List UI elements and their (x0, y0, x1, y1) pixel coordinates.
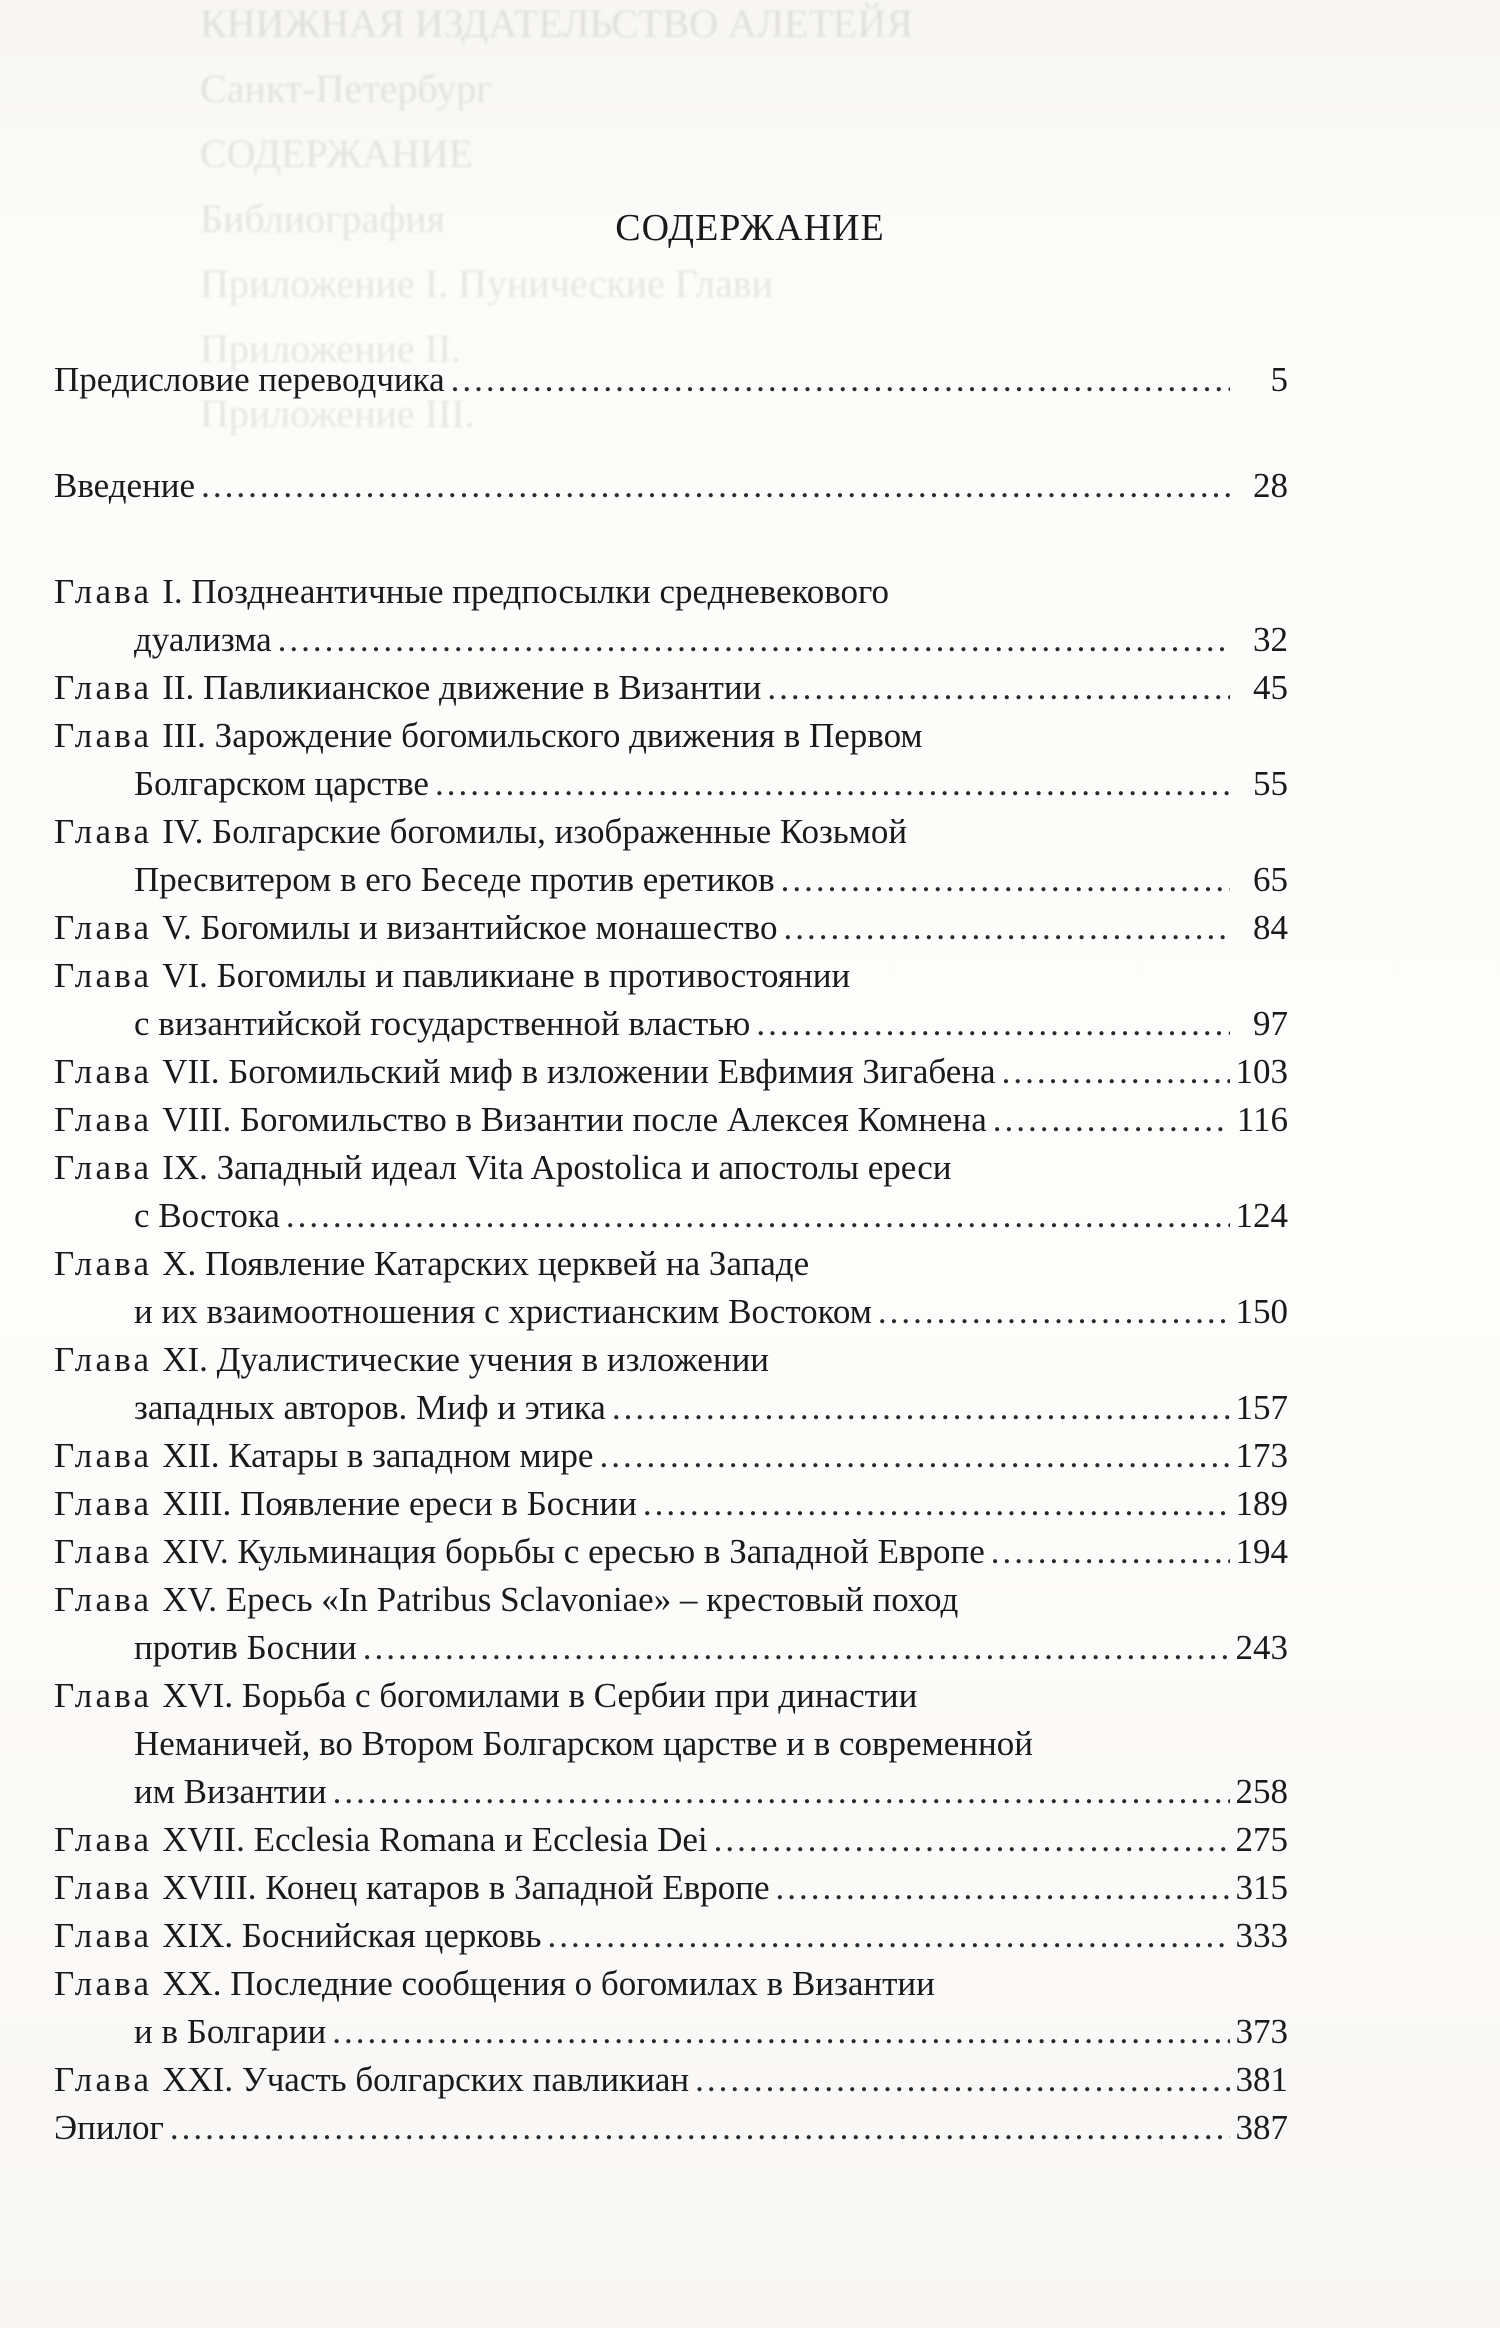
toc-entry (54, 664, 1288, 712)
chapter-label: Глава (54, 1436, 153, 1475)
dot-leader (1002, 1048, 1230, 1096)
toc-entry (54, 1336, 1288, 1432)
entry-title: XVIII. Конец катаров в Западной Европе (162, 1868, 770, 1907)
entry-title: Предисловие переводчика (54, 360, 445, 399)
entry-title: западных авторов. Миф и этика (134, 1388, 606, 1427)
entry-title: II. Павликианское движение в Византии (162, 668, 762, 707)
toc-entry (54, 1816, 1288, 1864)
toc-entry (54, 1864, 1288, 1912)
entry-title: XI. Дуалистические учения в изложении (162, 1340, 770, 1379)
page-number: 5 (1270, 360, 1288, 399)
toc-entry (54, 462, 1288, 510)
dot-leader (776, 1864, 1230, 1912)
toc-line (54, 1048, 1288, 1096)
chapter-label: Глава (54, 1244, 153, 1283)
chapter-label: Глава (54, 1340, 153, 1379)
toc-entry (54, 1528, 1288, 1576)
dot-leader (767, 664, 1230, 712)
entry-title: против Боснии (134, 1628, 357, 1667)
entry-title: IX. Западный идеал Vita Apostolica и апостолы ереси (162, 1148, 952, 1187)
dot-leader (333, 1768, 1230, 1816)
chapter-label: Глава (54, 1820, 153, 1859)
dot-leader (783, 904, 1230, 952)
chapter-label: Глава (54, 1916, 153, 1955)
toc-line (54, 760, 1288, 808)
page-number: 116 (1236, 1100, 1288, 1139)
show-through-line: Приложение I. Пунические Глави (200, 261, 774, 306)
dot-leader (332, 2008, 1229, 2056)
chapter-label: Глава (54, 1868, 153, 1907)
toc-line (54, 1672, 1288, 1720)
toc-line (54, 1144, 1288, 1192)
chapter-label: Глава (54, 1052, 153, 1091)
entry-title: дуализма (134, 620, 272, 659)
chapter-label: Глава (54, 956, 153, 995)
entry-title: Введение (54, 466, 196, 505)
toc-entry (54, 1480, 1288, 1528)
toc-entry (54, 1672, 1288, 1816)
toc-entry (54, 1960, 1288, 2056)
dot-leader (993, 1096, 1230, 1144)
chapter-label: Глава (54, 1148, 153, 1187)
chapter-label: Глава (54, 1484, 153, 1523)
entry-title: XVI. Борьба с богомилами в Сербии при династии (162, 1676, 918, 1715)
entry-title: XII. Катары в западном мире (162, 1436, 594, 1475)
toc-entry (54, 356, 1288, 404)
page-number: 258 (1235, 1772, 1288, 1811)
toc-line (54, 664, 1288, 712)
chapter-label: Глава (54, 2060, 153, 2099)
dot-leader (612, 1384, 1230, 1432)
toc-line (54, 856, 1288, 904)
toc-entry (54, 1048, 1288, 1096)
show-through-line: Приложение III. (200, 391, 475, 436)
page-number: 243 (1235, 1628, 1288, 1667)
dot-leader (278, 616, 1230, 664)
dot-leader (170, 2104, 1230, 2152)
show-through-line: КНИЖНАЯ ИЗДАТЕЛЬСТВО АЛЕТЕЙЯ (200, 1, 913, 46)
toc-entry (54, 952, 1288, 1048)
toc-line (54, 808, 1288, 856)
entry-title: Болгарском царстве (134, 764, 429, 803)
toc-line (54, 1720, 1288, 1768)
entry-title: Неманичей, во Втором Болгарском царстве и в современной (134, 1724, 1033, 1763)
toc-line (54, 1960, 1288, 2008)
show-through-line: Библиография (200, 196, 445, 241)
toc-line (54, 1336, 1288, 1384)
chapter-label: Глава (54, 812, 153, 851)
toc-line (54, 1240, 1288, 1288)
toc-line (54, 462, 1288, 510)
chapter-label: Глава (54, 1676, 153, 1715)
toc-line (54, 1288, 1288, 1336)
toc-line (54, 1768, 1288, 1816)
entry-title: Пресвитером в его Беседе против еретиков (134, 860, 775, 899)
page-number: 103 (1235, 1052, 1288, 1091)
entry-title: с византийской государственной властью (134, 1004, 751, 1043)
toc-line (54, 712, 1288, 760)
toc-line (54, 1528, 1288, 1576)
chapter-label: Глава (54, 908, 153, 947)
toc-line (54, 2104, 1288, 2152)
dot-leader (201, 462, 1230, 510)
toc-entry (54, 1144, 1288, 1240)
entry-title: I. Позднеантичные предпосылки средневекового (162, 572, 889, 611)
toc-entry (54, 2104, 1288, 2152)
chapter-label: Глава (54, 1532, 153, 1571)
toc-line (54, 1864, 1288, 1912)
toc-line (54, 1480, 1288, 1528)
chapter-label: Глава (54, 1580, 153, 1619)
toc-line (54, 1000, 1288, 1048)
dot-leader (451, 356, 1230, 404)
entry-title: XX. Последние сообщения о богомилах в Византии (162, 1964, 935, 2003)
entry-title: XV. Ересь «In Patribus Sclavoniae» – крестовый поход (162, 1580, 959, 1619)
toc-entry (54, 2056, 1288, 2104)
toc-entry (54, 904, 1288, 952)
toc-line (54, 2008, 1288, 2056)
entry-title: XXI. Участь болгарских павликиан (162, 2060, 690, 2099)
dot-leader (878, 1288, 1230, 1336)
toc-line (54, 1624, 1288, 1672)
entry-title: IV. Болгарские богомилы, изображенные Козьмой (162, 812, 908, 851)
page-number: 373 (1235, 2012, 1288, 2051)
entry-title: III. Зарождение богомильского движения в Первом (162, 716, 923, 755)
entry-title: VI. Богомилы и павликиане в противостоянии (162, 956, 851, 995)
page-number: 45 (1253, 668, 1288, 707)
dot-leader (363, 1624, 1230, 1672)
chapter-label: Глава (54, 1100, 153, 1139)
toc-line (54, 1912, 1288, 1960)
entry-title: им Византии (134, 1772, 327, 1811)
page-number: 150 (1235, 1292, 1288, 1331)
page-number: 97 (1253, 1004, 1288, 1043)
page-number: 157 (1235, 1388, 1288, 1427)
dot-leader (714, 1816, 1230, 1864)
page-number: 387 (1235, 2108, 1288, 2147)
chapter-label: Глава (54, 572, 153, 611)
dot-leader (643, 1480, 1230, 1528)
toc-entry (54, 1432, 1288, 1480)
dot-leader (695, 2056, 1229, 2104)
toc-line (54, 952, 1288, 1000)
toc-entry (54, 1912, 1288, 1960)
entry-title: XIII. Появление ереси в Боснии (162, 1484, 637, 1523)
toc-line (54, 356, 1288, 404)
dot-leader (756, 1000, 1230, 1048)
entry-title: XIV. Кульминация борьбы с ересью в Западной Европе (162, 1532, 985, 1571)
toc-line (54, 1192, 1288, 1240)
dot-leader (435, 760, 1230, 808)
entry-title: Эпилог (54, 2108, 164, 2147)
page-number: 65 (1253, 860, 1288, 899)
toc-line (54, 1096, 1288, 1144)
entry-title: XIX. Боснийская церковь (162, 1916, 542, 1955)
entry-title: и их взаимоотношения с христианским Востоком (134, 1292, 872, 1331)
toc-entry (54, 712, 1288, 808)
chapter-label: Глава (54, 716, 153, 755)
chapter-label: Глава (54, 668, 153, 707)
toc-entry (54, 568, 1288, 664)
entry-title: VII. Богомильский миф в изложении Евфимия Зигабена (162, 1052, 996, 1091)
toc-line (54, 1384, 1288, 1432)
page-number: 315 (1235, 1868, 1288, 1907)
dot-leader (991, 1528, 1230, 1576)
entry-title: XVII. Ecclesia Romana и Ecclesia Dei (162, 1820, 708, 1859)
page-number: 55 (1253, 764, 1288, 803)
toc-line (54, 904, 1288, 952)
page-number: 84 (1253, 908, 1288, 947)
page-number: 333 (1235, 1916, 1288, 1955)
toc-entry (54, 808, 1288, 904)
toc-entry (54, 1096, 1288, 1144)
toc-line (54, 568, 1288, 616)
page-number: 28 (1253, 466, 1288, 505)
show-through-line: Санкт-Петербург (200, 66, 493, 111)
page-number: 173 (1235, 1436, 1288, 1475)
toc-line (54, 1576, 1288, 1624)
toc-entry (54, 1576, 1288, 1672)
entry-title: с Востока (134, 1196, 280, 1235)
page-number: 275 (1235, 1820, 1288, 1859)
toc-entry (54, 1240, 1288, 1336)
dot-leader (286, 1192, 1230, 1240)
toc-line (54, 2056, 1288, 2104)
page-number: 32 (1253, 620, 1288, 659)
show-through-line: Приложение II. (200, 326, 462, 371)
dot-leader (781, 856, 1230, 904)
entry-title: X. Появление Катарских церквей на Западе (162, 1244, 810, 1283)
toc-line (54, 1432, 1288, 1480)
chapter-label: Глава (54, 1964, 153, 2003)
page-number: 194 (1235, 1532, 1288, 1571)
show-through-line: СОДЕРЖАНИЕ (200, 131, 474, 176)
entry-title: VIII. Богомильство в Византии после Алексея Комнена (162, 1100, 987, 1139)
page-number: 189 (1235, 1484, 1288, 1523)
entry-title: и в Болгарии (134, 2012, 327, 2051)
dot-leader (547, 1912, 1229, 1960)
toc-line (54, 616, 1288, 664)
page-number: 381 (1235, 2060, 1288, 2099)
entry-title: V. Богомилы и византийское монашество (162, 908, 778, 947)
table-of-contents (54, 356, 1288, 2152)
page-number: 124 (1235, 1196, 1288, 1235)
toc-line (54, 1816, 1288, 1864)
page-title: СОДЕРЖАНИЕ (615, 207, 885, 249)
dot-leader (599, 1432, 1229, 1480)
